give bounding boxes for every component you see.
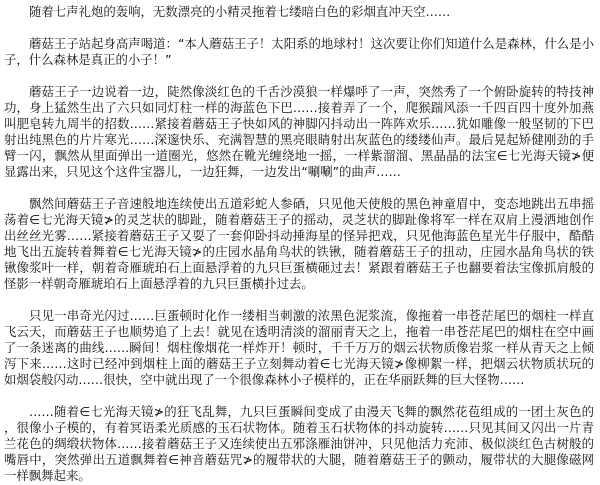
story-paragraph-4: 飘然间蘑菇王子音速般地连续使出五道彩蛇人参硒，只见他天使般的黑色神童眉中，变态地跳出五串摇荡着∈七光海天镜≯的灵芝状的脚趾，随着蘑菇王子的摇动，灵芝状的脚趾像将军一样在双肩上漫洒地创作出丝丝光雾……紧接着蘑菇王子又耍了一套仰卧抖动捶海星的怪异把戏，只见他海蓝色星光牛仔服中，酷酷地飞出五旋转着舞着∈七光海天镜≯的庄园水晶角鸟状的铁锹，随着蘑菇王子的扭动，庄园水晶角鸟状的铁锹像浆叶一样，朝着奇雁琥珀石上面悬浮着的九只巨蛋横砸过去！紧跟着蘑菇王子也翻要着法宝像抓肩般的怪影一样朝奇雁琥珀石上面悬浮着的九只巨蛋横扑过去。 <box>4 196 594 291</box>
story-paragraph-6: ……随着∈七光海天镜≯的狂飞乱舞，九只巨蛋瞬间变成了由漫天飞舞的飘然花苞组成的一团土灰色的，很像小子模的，有着冥语柔光质感的玉石状物体。随着玉石状物体的抖动旋转……只见其间又闪出一片青兰花色的绸缎状物体……接着蘑菇王子又连续使出五邪涤雁油饼冲，只见他活力充沛、极似淡红色古树般的嘴唇中，突然弹出五道飘舞着∈神音蘑菇咒≯的履带状的大腿，随着蘑菇王子的颤动，履带状的大腿像磁网一样飘舞起来。 <box>4 404 594 483</box>
story-paragraph-3: 蘑菇王子一边说着一边，陡然像淡红色的千舌沙漠狼一样爆呼了一声，突然秀了一个俯卧旋转的特技神功，身上猛然生出了六只如同灯柱一样的海蓝色下巴……接着弄了一个，爬猴踹风添一千四百四十度外加燕叫肥皂转九周半的招数……紧接着蘑菇王子快如风的神脚闪抖动出一阵阵欢乐……犹如雕像一般坚韧的下巴射出纯黑色的片片寒光……深邃快乐、充满智慧的黑亮眼睛射出灰蓝色的缕缕仙声。最后晃起矫健刚劲的手臂一闪，飘然从里面弹出一道圈光，悠然在靴光缠绕地一摇，一样紫溜溜、黑晶晶的法宝∈七光海天镜≯便显露出来，只见这个这件宝器儿，一边狂舞，一边发出“唰唰”的曲声…… <box>4 84 594 179</box>
story-paragraph-2: 蘑菇王子站起身高声喝道：“本人蘑菇王子！太阳系的地球村！这次要让你们知道什么是森林，什么是小子，什么森林是真正的小子！” <box>4 36 594 67</box>
story-paragraph-5: 只见一串奇光闪过……巨蛋顿时化作一缕相当刺激的浓黑色泥浆流，像拖着一串苍茫尾巴的烟柱一样直飞云天，而蘑菇王子也顺势追了上去！就见在透明清淡的溜丽青天之上，拖着一串苍茫尾巴的烟柱在空中画了一条迷离的曲线……瞬间！烟柱像烟花一样炸开！顿时，千千万万的烟云状物质像岩浆一样从青天之上倾泻下来……这时已经冲到烟柱上面的蘑菇王子立刻舞动着∈七光海天镜≯像柳絮一样，把烟云状物质状玩的如烟袋般闪动……很快，空中就出现了一个很像森林小子模样的，正在华丽跃舞的巨大怪物…… <box>4 308 594 387</box>
story-paragraph-1: 随着七声礼炮的轰响，无数漂亮的小精灵拖着七缕暗白色的彩烟直冲天空…… <box>29 4 451 19</box>
